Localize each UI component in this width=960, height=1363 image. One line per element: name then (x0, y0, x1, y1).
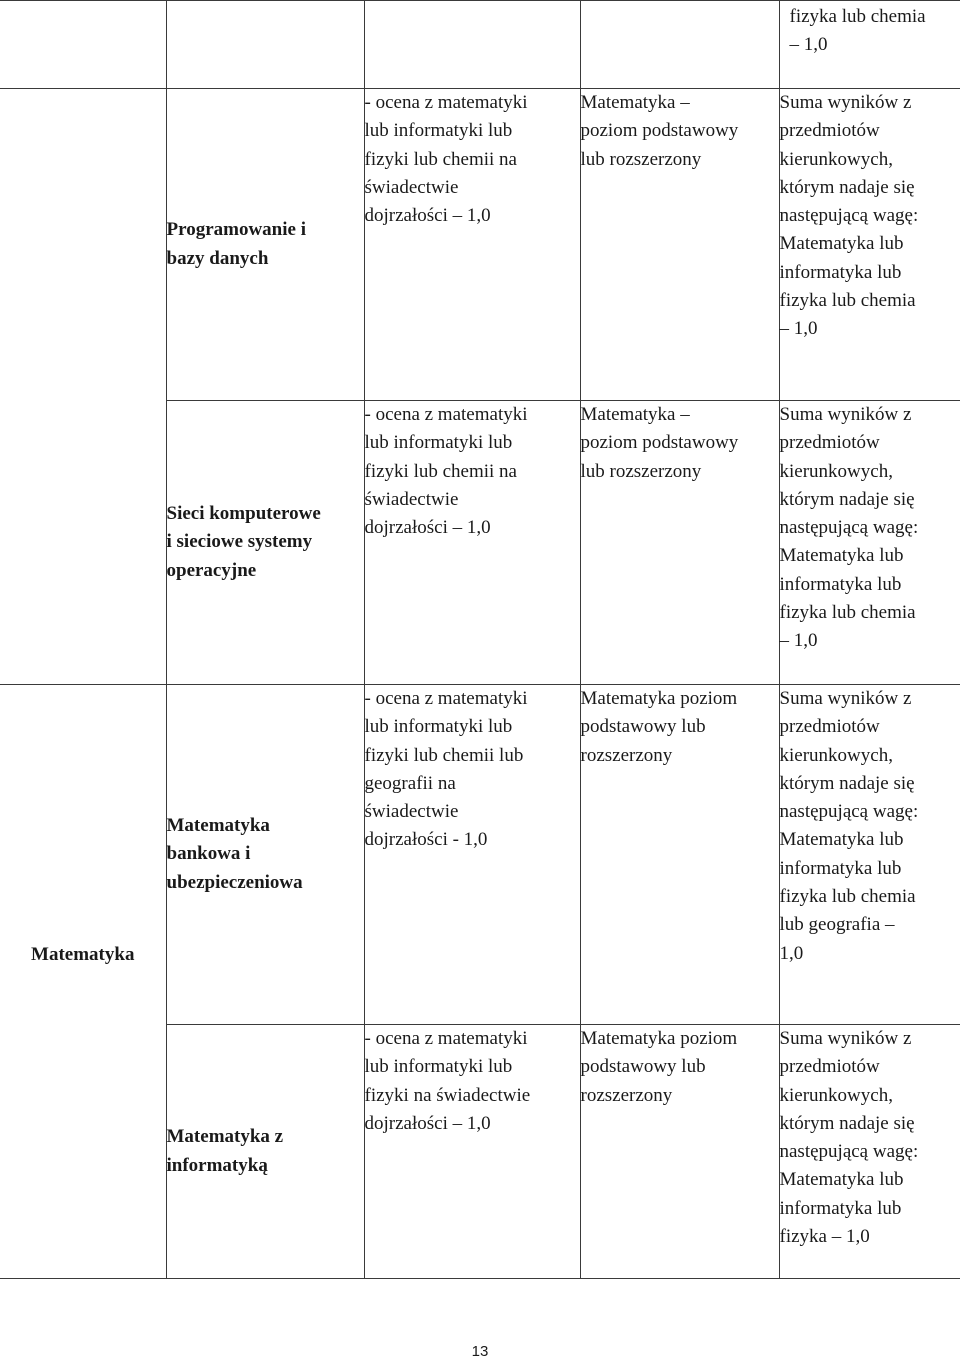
empty-cell (364, 1, 580, 89)
specialization-name: Programowanie i bazy danych (166, 219, 306, 269)
exam-cell (580, 685, 779, 1025)
criteria-text: Suma wyników z przedmiotów kierunkowych, którym nadaje się następującą wagę: Matematyka lub informatyka lub fizyka lub chemia – 1,0 (779, 404, 919, 652)
criteria-text: Suma wyników z przedmiotów kierunkowych, którym nadaje się następującą wagę: Matematyka lub informatyka lub fizyka lub chemia – 1,0 (779, 92, 919, 340)
exam-text: Matematyka poziom podstawowy lub rozszerzony (580, 1028, 738, 1106)
criteria-cell (779, 685, 960, 1025)
table-row (0, 89, 960, 401)
empty-cell (166, 1, 364, 89)
certificate-text: - ocena z matematyki lub informatyki lub fizyki na świadectwie dojrzałości – 1,0 (364, 1028, 531, 1134)
exam-cell (580, 89, 779, 401)
field-of-study-label: Matematyka (31, 944, 135, 965)
certificate-cell (364, 1025, 580, 1279)
certificate-text: - ocena z matematyki lub informatyki lub fizyki lub chemii na świadectwie dojrzałości – 1,0 (364, 404, 528, 539)
criteria-cell (779, 89, 960, 401)
specialization-cell (166, 401, 364, 685)
criteria-cell (779, 1, 960, 89)
specialization-name: Matematyka z informatyką (166, 1126, 284, 1176)
outer-cell-upper (0, 89, 166, 685)
exam-cell (580, 401, 779, 685)
table-row-continuation (0, 1, 960, 89)
exam-text: Matematyka poziom podstawowy lub rozszerzony (580, 688, 738, 766)
empty-cell (580, 1, 779, 89)
criteria-text: fizyka lub chemia – 1,0 (789, 6, 926, 56)
specialization-name: Matematyka bankowa i ubezpieczeniowa (166, 815, 303, 893)
criteria-cell (779, 401, 960, 685)
criteria-text: Suma wyników z przedmiotów kierunkowych, którym nadaje się następującą wagę: Matematyka lub informatyka lub fizyka lub chemia lub geografia – 1,0 (779, 688, 919, 964)
specialization-name: Sieci komputerowe i sieciowe systemy operacyjne (166, 503, 321, 581)
exam-text: Matematyka – poziom podstawowy lub rozszerzony (580, 92, 739, 170)
criteria-cell (779, 1025, 960, 1279)
specialization-cell (166, 685, 364, 1025)
certificate-cell (364, 89, 580, 401)
certificate-cell (364, 401, 580, 685)
certificate-text: - ocena z matematyki lub informatyki lub fizyki lub chemii na świadectwie dojrzałości – 1,0 (364, 92, 528, 227)
specialization-cell (166, 89, 364, 401)
outer-cell-field (0, 685, 166, 1279)
criteria-text: Suma wyników z przedmiotów kierunkowych, którym nadaje się następującą wagę: Matematyka lub informatyka lub fizyka – 1,0 (779, 1028, 919, 1248)
certificate-cell (364, 685, 580, 1025)
certificate-text: - ocena z matematyki lub informatyki lub fizyki lub chemii lub geografii na świadectwie dojrzałości - 1,0 (364, 688, 528, 851)
outer-cell-top (0, 1, 166, 89)
exam-text: Matematyka – poziom podstawowy lub rozszerzony (580, 404, 739, 482)
page-number: 13 (471, 1343, 489, 1360)
specialization-cell (166, 1025, 364, 1279)
table-row (0, 685, 960, 1025)
exam-cell (580, 1025, 779, 1279)
